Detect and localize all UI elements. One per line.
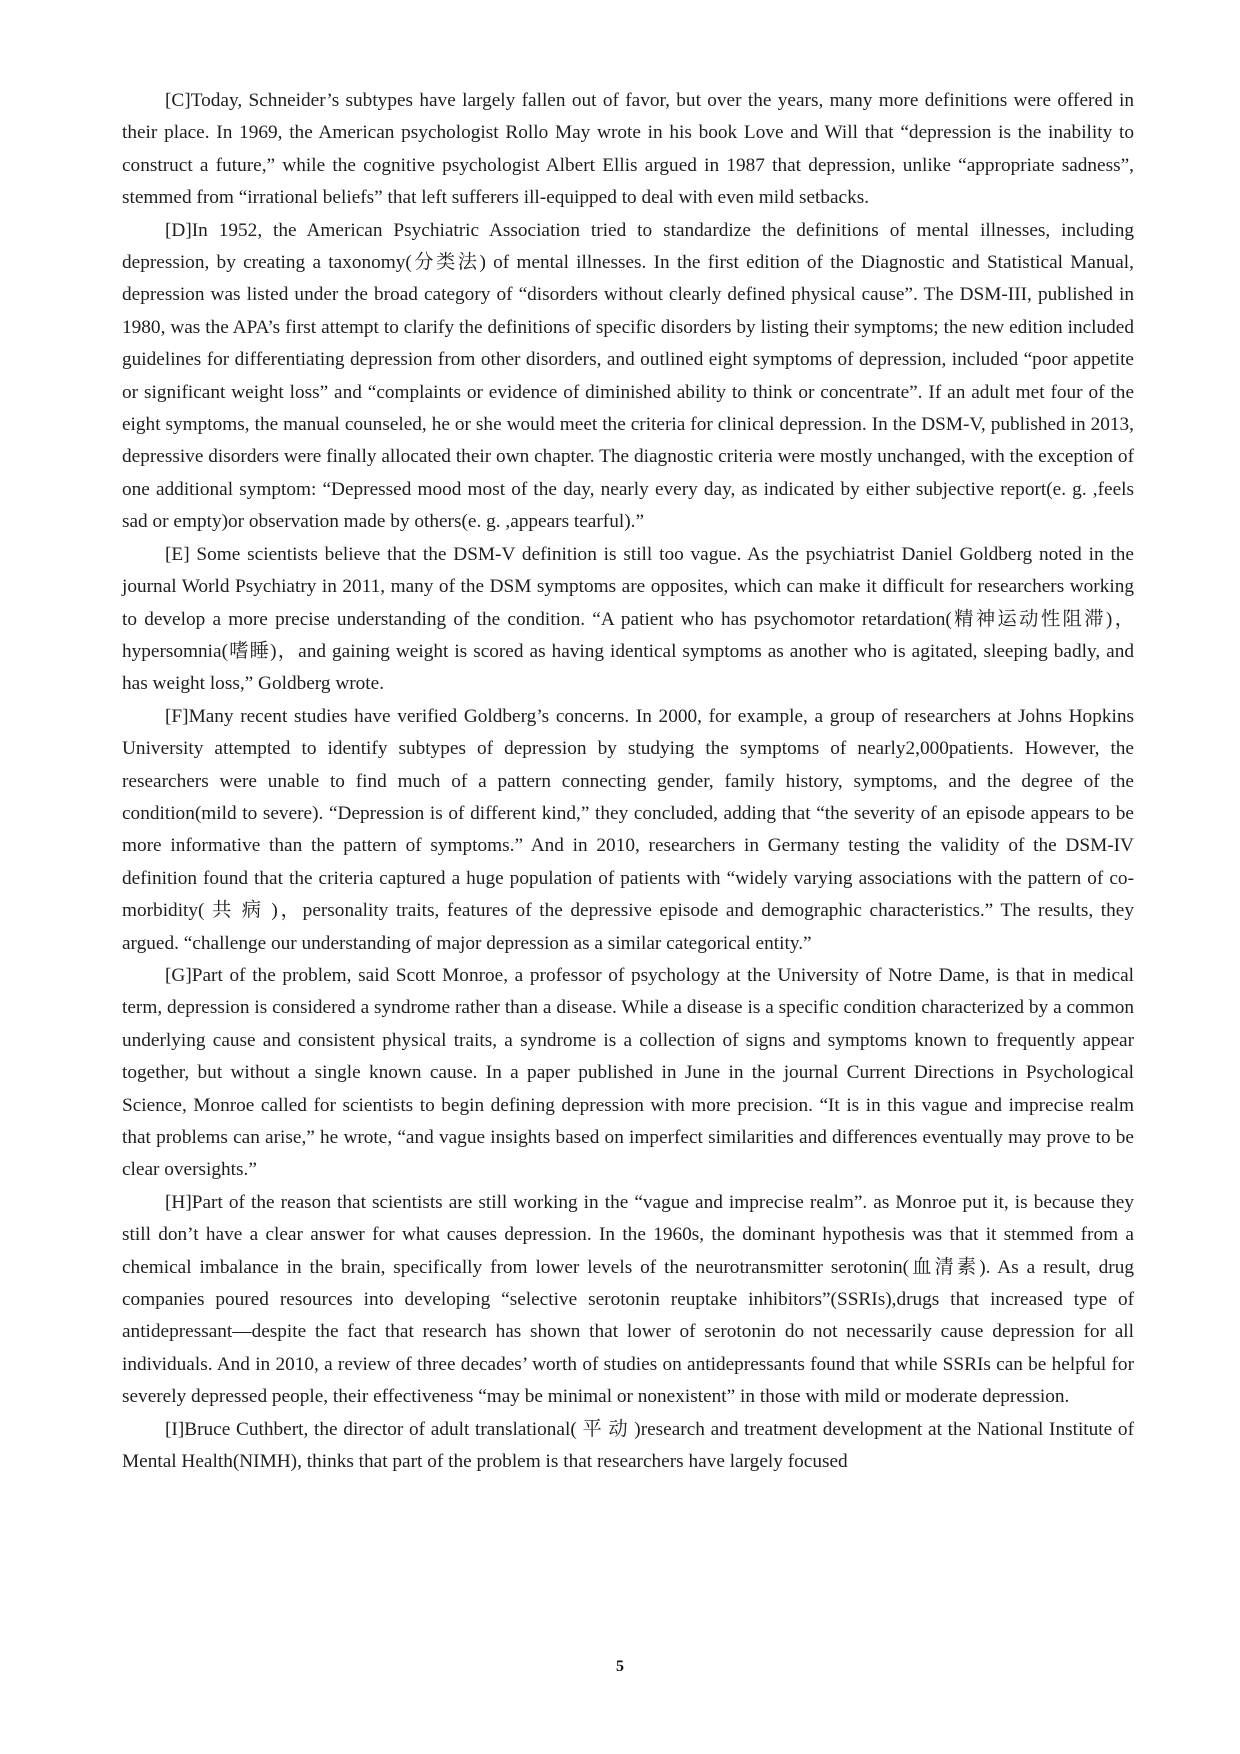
paragraph-i: [I]Bruce Cuthbert, the director of adult translational( 平 动 )research and treatment development at the National Institute of Mental Health(NIMH), thinks that part of the problem is that researchers have largely focused (122, 1418, 1134, 1473)
paragraph-c: [C]Today, Schneider’s subtypes have largely fallen out of favor, but over the years, many more definitions were offered in their place. In 1969, the American psychologist Rollo May wrote in his book Love and Will that “depression is the inability to construct a future,” while the cognitive psychologist Albert Ellis argued in 1987 that depression, unlike “appropriate sadness”, stemmed from “irrational beliefs” that left sufferers ill-equipped to deal with even mild setbacks. (122, 90, 1134, 209)
paragraph-h: [H]Part of the reason that scientists are still working in the “vague and imprecise realm”. as Monroe put it, is because they still don’t have a clear answer for what causes depression. In the 1960s, the dominant hypothesis was that it stemmed from a chemical imbalance in the brain, specifically from lower levels of the neurotransmitter serotonin(血清素). As a result, drug companies poured resources into developing “selective serotonin reuptake inhibitors”(SSRIs),drugs that increased type of antidepressant—despite the fact that research has shown that lower of serotonin do not necessarily cause depression for all individuals. And in 2010, a review of three decades’ worth of studies on antidepressants found that while SSRIs can be helpful for severely depressed people, their effectiveness “may be minimal or nonexistent” in those with mild or moderate depression. (122, 1191, 1134, 1408)
document-page (122, 85, 1134, 1478)
paragraph-g: [G]Part of the problem, said Scott Monroe, a professor of psychology at the University of Notre Dame, is that in medical term, depression is considered a syndrome rather than a disease. While a disease is a specific condition characterized by a common underlying cause and consistent physical traits, a syndrome is a collection of signs and symptoms known to frequently appear together, but without a single known cause. In a paper published in June in the journal Current Directions in Psychological Science, Monroe called for scientists to begin defining depression with more precision. “It is in this vague and imprecise realm that problems can arise,” he wrote, “and vague insights based on imperfect similarities and differences eventually may prove to be clear oversights.” (122, 964, 1134, 1181)
paragraph-d: [D]In 1952, the American Psychiatric Association tried to standardize the definitions of mental illnesses, including depression, by creating a taxonomy(分类法) of mental illnesses. In the first edition of the Diagnostic and Statistical Manual, depression was listed under the broad category of “disorders without clearly defined physical cause”. The DSM-III, published in 1980, was the APA’s first attempt to clarify the definitions of specific disorders by listing their symptoms; the new edition included guidelines for differentiating depression from other disorders, and outlined eight symptoms of depression, included “poor appetite or significant weight loss” and “complaints or evidence of diminished ability to think or concentrate”. If an adult met four of the eight symptoms, the manual counseled, he or she would meet the criteria for clinical depression. In the DSM-V, published in 2013, depressive disorders were finally allocated their own chapter. The diagnostic criteria were mostly unchanged, with the exception of one additional symptom: “Depressed mood most of the day, nearly every day, as indicated by either subjective report(e. g. ,feels sad or empty)or observation made by others(e. g. ,appears tearful).” (122, 219, 1134, 533)
paragraph-e: [E] Some scientists believe that the DSM-V definition is still too vague. As the psychiatrist Daniel Goldberg noted in the journal World Psychiatry in 2011, many of the DSM symptoms are opposites, which can make it difficult for researchers working to develop a more precise understanding of the condition. “A patient who has psychomotor retardation(精神运动性阻滞)，hypersomnia(嗜睡)，and gaining weight is scored as having identical symptoms as another who is agitated, sleeping badly, and has weight loss,” Goldberg wrote. (122, 543, 1134, 695)
page-number: 5 (616, 1658, 624, 1675)
paragraph-f: [F]Many recent studies have verified Goldberg’s concerns. In 2000, for example, a group of researchers at Johns Hopkins University attempted to identify subtypes of depression by studying the symptoms of nearly2,000patients. However, the researchers were unable to find much of a pattern connecting gender, family history, symptoms, and the degree of the condition(mild to severe). “Depression is of different kind,” they concluded, adding that “the severity of an episode appears to be more informative than the pattern of symptoms.” And in 2010, researchers in Germany testing the validity of the DSM-IV definition found that the criteria captured a huge population of patients with “widely varying associations with the pattern of co-morbidity( 共 病 )，personality traits, features of the depressive episode and demographic characteristics.” The results, they argued. “challenge our understanding of major depression as a similar categorical entity.” (122, 705, 1134, 954)
